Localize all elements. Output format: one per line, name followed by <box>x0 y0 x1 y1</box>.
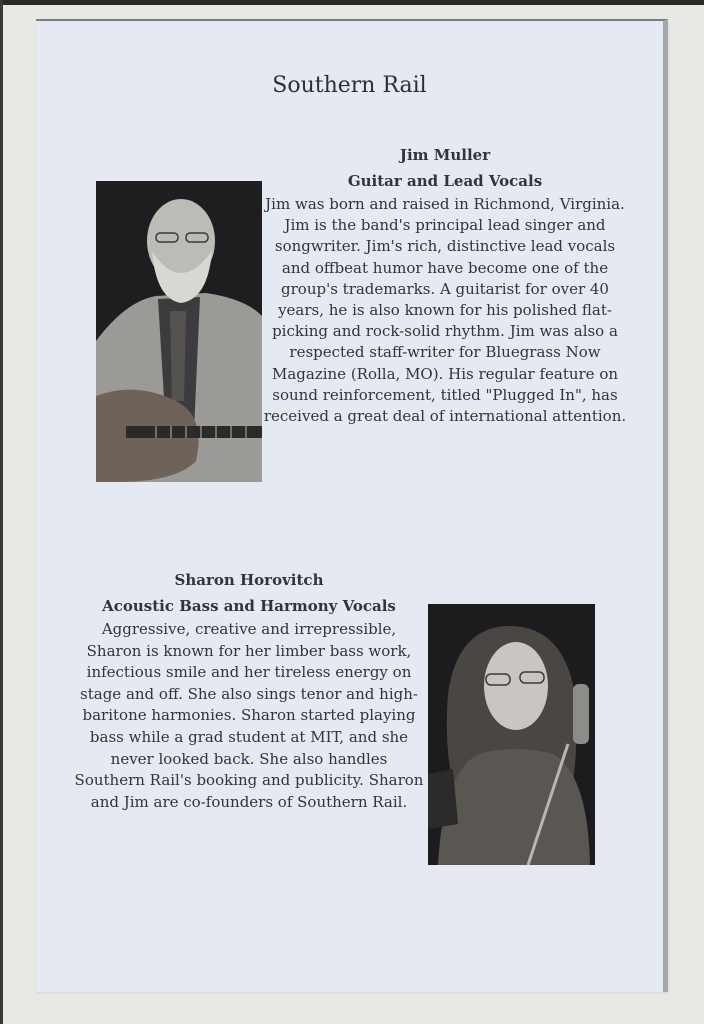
scanner-left-edge <box>0 0 3 1024</box>
jim-muller-photo <box>96 181 262 482</box>
member-name: Jim Muller <box>399 146 491 164</box>
member-role: Guitar and Lead Vocals <box>347 172 543 190</box>
sharon-horovitch-bio <box>74 567 424 813</box>
member-role: Acoustic Bass and Harmony Vocals <box>102 597 396 615</box>
sharon-horovitch-photo <box>428 604 595 865</box>
member-bio-text: Jim was born and raised in Richmond, Virginia. Jim is the band's principal lead singer and songwriter. Jim's rich, distinctive lead vocals and offbeat humor have become one of the group's trademarks. A guitarist for over 40 years, he is also known for his polished flat-picking and rock-solid rhythm. Jim was also a respected staff-writer for Bluegrass Now Magazine (Rolla, MO). His regular feature on sound reinforcement, titled "Plugged In", has received a great deal of international attention. <box>263 195 627 426</box>
guitarist-portrait-icon <box>96 181 262 482</box>
scanner-top-edge <box>0 0 704 5</box>
page-title: Southern Rail <box>272 73 427 98</box>
jim-muller-bio <box>260 142 630 427</box>
program-page <box>36 19 668 992</box>
bassist-portrait-icon <box>428 604 595 865</box>
member-name: Sharon Horovitch <box>174 571 324 589</box>
member-bio-text: Aggressive, creative and irrepressible, Sharon is known for her limber bass work, infectious smile and her tireless energy on stage and off. She also sings tenor and high-baritone harmonies. Sharon started playing bass while a grad student at MIT, and she never looked back. She also handles Southern Rail's booking and publicity. Sharon and Jim are co-founders of Southern Rail. <box>74 620 424 811</box>
